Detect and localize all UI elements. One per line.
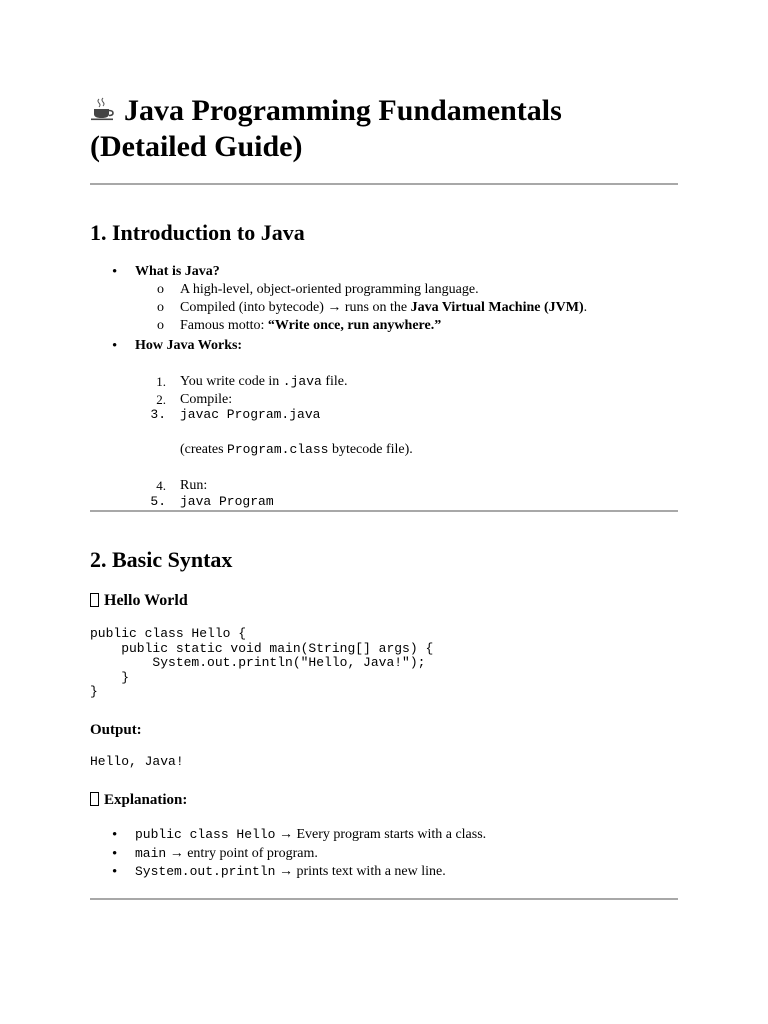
divider-3	[90, 898, 678, 900]
list-item	[180, 317, 441, 335]
explanation-heading	[90, 790, 187, 810]
step-5-code: java Program	[180, 494, 274, 509]
list-item-text: Compiled (into bytecode) → runs on the	[180, 300, 411, 315]
list-item	[135, 845, 318, 863]
missing-glyph-icon	[90, 792, 99, 806]
list-item-text: → prints text with a new line.	[275, 864, 446, 879]
how-java-works-label: How Java Works:	[135, 338, 243, 353]
hello-world-code-block: public class Hello { public static void main(String[] args) { System.out.println("Hello, Java!"); } }	[90, 626, 434, 700]
hello-world-heading	[90, 591, 188, 611]
motto: “Write once, run anywhere.”	[267, 318, 442, 333]
heading-text: Hello World	[104, 592, 188, 609]
inline-code: Program.class	[227, 442, 329, 457]
step-number: 4.	[156, 478, 166, 493]
section-1-heading: 1. Introduction to Java	[90, 220, 305, 245]
bullet-marker: •	[112, 846, 118, 862]
step-text: file.	[321, 374, 348, 389]
bullet-marker: •	[112, 338, 118, 354]
step-3-code: javac Program.java	[180, 407, 321, 422]
sub-bullet-marker: o	[157, 282, 164, 297]
missing-glyph-icon	[90, 593, 99, 607]
step-number: 2.	[156, 392, 166, 407]
list-item: A high-level, object-oriented programming language.	[180, 282, 479, 297]
step-number: 3.	[150, 407, 166, 422]
step-text: You write code in	[180, 374, 283, 389]
sub-bullet-marker: o	[157, 318, 164, 333]
output-label: Output:	[90, 722, 142, 738]
step-4: Run:	[180, 478, 208, 493]
inline-code: public class Hello	[135, 827, 276, 842]
what-is-java-label: What is Java?	[135, 264, 220, 279]
heading-text: Explanation:	[104, 792, 188, 808]
creates-note	[180, 441, 413, 459]
step-1	[180, 373, 347, 391]
bullet-marker: •	[112, 827, 118, 843]
inline-code: main	[135, 846, 167, 861]
jvm-term: Java Virtual Machine (JVM)	[410, 300, 584, 315]
divider-2	[90, 510, 678, 512]
sub-bullet-marker: o	[157, 300, 164, 315]
output-code-block: Hello, Java!	[90, 754, 184, 769]
list-item-text: → entry point of program.	[166, 846, 318, 861]
section-2-heading: 2. Basic Syntax	[90, 547, 233, 572]
list-item	[135, 826, 486, 844]
list-item	[180, 299, 587, 317]
step-number: 5.	[150, 494, 166, 509]
list-item	[135, 863, 446, 881]
note-text: bytecode file).	[328, 442, 413, 457]
step-2: Compile:	[180, 392, 233, 407]
title-text: Java Programming Fundamentals (Detailed Guide)	[90, 94, 562, 163]
bullet-marker: •	[112, 264, 118, 280]
note-text: (creates	[180, 442, 228, 457]
list-item-text: .	[583, 300, 588, 315]
divider-1	[90, 183, 678, 185]
step-number: 1.	[156, 374, 166, 389]
page-title	[90, 93, 678, 165]
inline-code: System.out.println	[135, 864, 276, 879]
inline-code: .java	[282, 374, 322, 389]
bullet-marker: •	[112, 864, 118, 880]
list-item-text: → Every program starts with a class.	[275, 827, 487, 842]
coffee-cup-icon	[90, 97, 116, 121]
list-item-text: Famous motto:	[180, 318, 268, 333]
